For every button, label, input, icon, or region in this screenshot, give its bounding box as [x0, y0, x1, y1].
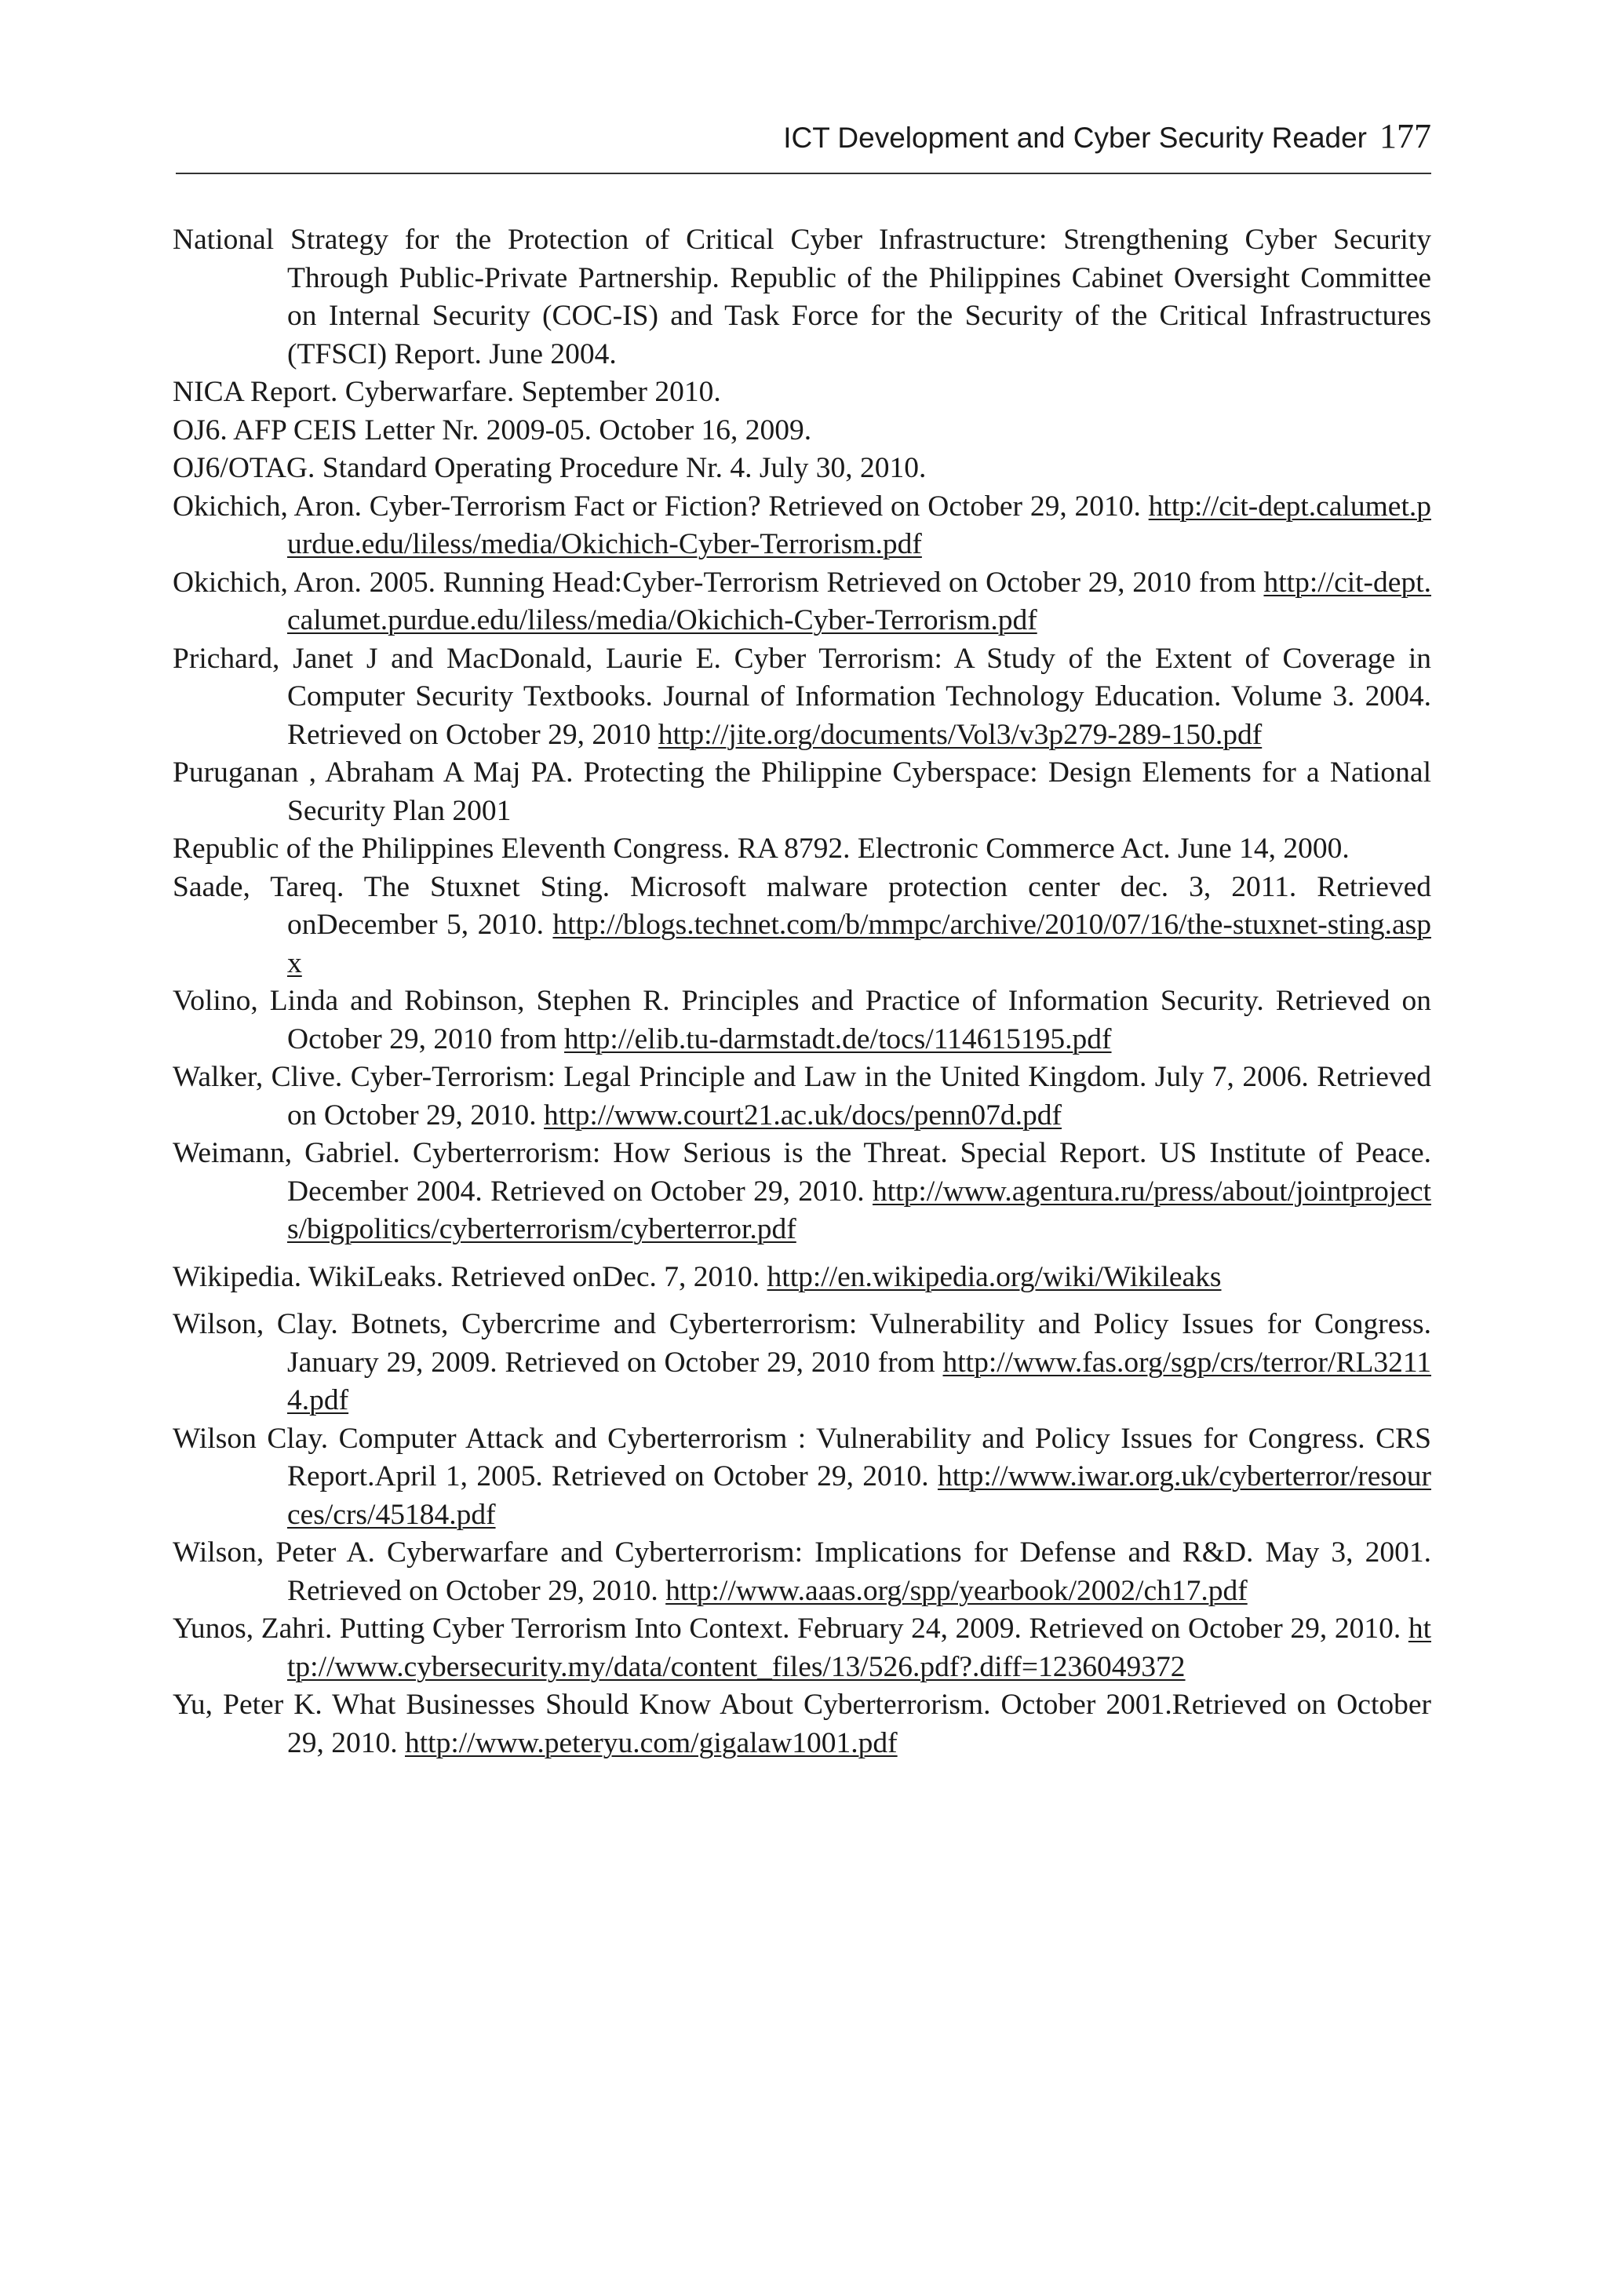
- reference-link[interactable]: http://en.wikipedia.org/wiki/Wikileaks: [767, 1260, 1222, 1293]
- reference-text: Puruganan , Abraham A Maj PA. Protecting the Philippine Cyberspace: Design Elements for a National Security Plan 2001: [173, 756, 1431, 827]
- reference-text: NICA Report. Cyberwarfare. September 2010.: [173, 376, 721, 408]
- reference-text: Prichard, Janet J and MacDonald, Laurie E. Cyber Terrorism: A Study of the Extent of Coverage in Computer Security Textbooks. Journal of Information Technology Education. Volume 3. 2004. Retrieved on October 29, 2010: [173, 642, 1431, 751]
- reference-list: [173, 221, 1431, 1762]
- reference-item: [173, 1686, 1431, 1762]
- reference-text: Republic of the Philippines Eleventh Congress. RA 8792. Electronic Commerce Act. June 14, 2000.: [173, 833, 1350, 865]
- reference-text: Yu, Peter K. What Businesses Should Know About Cyberterrorism. October 2001.Retrieved on October 29, 2010.: [173, 1689, 1431, 1759]
- reference-link[interactable]: http://www.fas.org/sgp/crs/terror/RL32114.pdf: [287, 1346, 1431, 1416]
- running-header: [176, 116, 1431, 162]
- reference-link[interactable]: http://www.iwar.org.uk/cyberterror/resources/crs/45184.pdf: [287, 1460, 1431, 1531]
- reference-item: [173, 1420, 1431, 1535]
- reference-text: Okichich, Aron. 2005. Running Head:Cyber-Terrorism Retrieved on October 29, 2010 from: [173, 566, 1264, 599]
- reference-text: National Strategy for the Protection of Critical Cyber Infrastructure: Strengthening Cyber Security Through Public-Private Partnership. Republic of the Philippines Cabinet Oversight Committee on Internal Security (COC-IS) and Task Force for the Security of the Critical Infrastructures (TFSCI) Report. June 2004.: [173, 224, 1431, 370]
- reference-item: [173, 754, 1431, 830]
- reference-link[interactable]: http://elib.tu-darmstadt.de/tocs/114615195.pdf: [564, 1022, 1112, 1055]
- reference-text: Wilson Clay. Computer Attack and Cyberterrorism : Vulnerability and Policy Issues for Congress. CRS Report.April 1, 2005. Retrieved on October 29, 2010.: [173, 1422, 1431, 1492]
- reference-link[interactable]: http://jite.org/documents/Vol3/v3p279-289-150.pdf: [658, 718, 1263, 751]
- header-rule: [176, 173, 1431, 174]
- reference-item: [173, 1059, 1431, 1135]
- reference-item: [173, 450, 1431, 488]
- reference-link[interactable]: http://cit-dept.calumet.purdue.edu/liless/media/Okichich-Cyber-Terrorism.pdf: [287, 566, 1431, 636]
- reference-link[interactable]: http://www.peteryu.com/gigalaw1001.pdf: [405, 1726, 898, 1759]
- reference-text: Yunos, Zahri. Putting Cyber Terrorism Into Context. February 24, 2009. Retrieved on October 29, 2010.: [173, 1613, 1408, 1645]
- reference-text: Weimann, Gabriel. Cyberterrorism: How Serious is the Threat. Special Report. US Institute of Peace. December 2004. Retrieved on October 29, 2010.: [173, 1137, 1431, 1208]
- reference-item: [173, 869, 1431, 983]
- reference-item: [173, 412, 1431, 450]
- reference-link[interactable]: http://www.aaas.org/spp/yearbook/2002/ch17.pdf: [665, 1574, 1248, 1607]
- reference-item: [173, 564, 1431, 640]
- reference-item: [173, 830, 1431, 869]
- reference-link[interactable]: http://cit-dept.calumet.purdue.edu/liless/media/Okichich-Cyber-Terrorism.pdf: [287, 490, 1431, 560]
- reference-text: Walker, Clive. Cyber-Terrorism: Legal Principle and Law in the United Kingdom. July 7, 2006. Retrieved on October 29, 2010.: [173, 1061, 1431, 1132]
- reference-text: Saade, Tareq. The Stuxnet Sting. Microsoft malware protection center dec. 3, 2011. Retrieved onDecember 5, 2010.: [173, 870, 1431, 941]
- reference-item: [173, 488, 1431, 564]
- reference-item: [173, 374, 1431, 412]
- page-number: 177: [1379, 117, 1431, 155]
- reference-text: Wilson, Peter A. Cyberwarfare and Cyberterrorism: Implications for Defense and R&D. May 3, 2001. Retrieved on October 29, 2010.: [173, 1536, 1431, 1607]
- reference-item: [173, 1135, 1431, 1249]
- reference-item: [173, 221, 1431, 374]
- reference-item: [173, 640, 1431, 755]
- reference-link[interactable]: http://www.agentura.ru/press/about/jointprojects/bigpolitics/cyberterrorism/cyberterror.pdf: [287, 1175, 1431, 1245]
- reference-item: [173, 1610, 1431, 1686]
- reference-text: OJ6/OTAG. Standard Operating Procedure Nr. 4. July 30, 2010.: [173, 452, 927, 484]
- reference-link[interactable]: http://blogs.technet.com/b/mmpc/archive/2010/07/16/the-stuxnet-sting.aspx: [287, 909, 1431, 979]
- reference-text: Wilson, Clay. Botnets, Cybercrime and Cyberterrorism: Vulnerability and Policy Issues for Congress. January 29, 2009. Retrieved on October 29, 2010 from: [173, 1308, 1431, 1379]
- reference-item: [173, 1534, 1431, 1610]
- reference-item: [173, 1259, 1431, 1297]
- reference-text: Okichich, Aron. Cyber-Terrorism Fact or Fiction? Retrieved on October 29, 2010.: [173, 490, 1149, 523]
- reference-item: [173, 982, 1431, 1059]
- reference-item: [173, 1306, 1431, 1420]
- reference-text: Wikipedia. WikiLeaks. Retrieved onDec. 7, 2010.: [173, 1260, 767, 1293]
- reference-text: Volino, Linda and Robinson, Stephen R. Principles and Practice of Information Security. Retrieved on October 29, 2010 from: [173, 985, 1431, 1055]
- reference-link[interactable]: http://www.cybersecurity.my/data/content_files/13/526.pdf?.diff=1236049372: [287, 1613, 1431, 1683]
- header-title: ICT Development and Cyber Security Reader: [783, 122, 1367, 154]
- reference-text: OJ6. AFP CEIS Letter Nr. 2009-05. October 16, 2009.: [173, 414, 812, 446]
- reference-link[interactable]: http://www.court21.ac.uk/docs/penn07d.pdf: [544, 1099, 1062, 1132]
